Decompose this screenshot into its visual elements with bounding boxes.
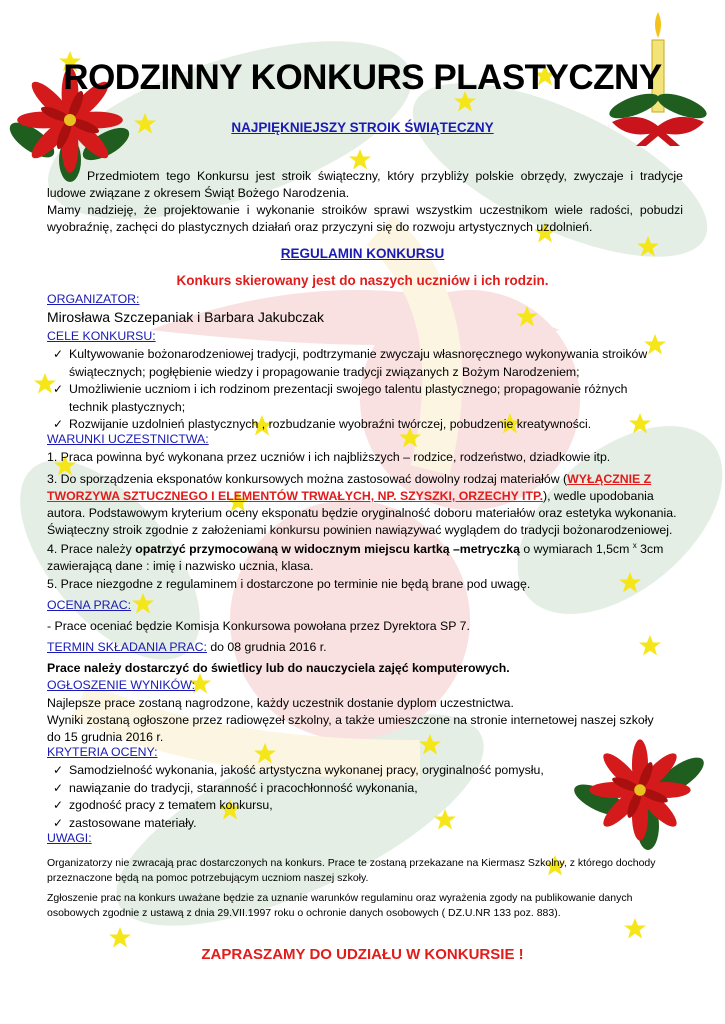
notes-paragraph-1: Organizatorzy nie zwracają prac dostarczonych na konkurs. Prace te zostaną przekazane na Kiermasz Szkolny, z którego dochody przeznaczone będą na pomoc potrzebującym uczniom naszej szkoły. (47, 857, 656, 884)
condition-3: 3. Do sporządzenia eksponatów konkursowych można zastosować dowolny rodzaj materiałów (WYŁĄCZNIE Z TWORZYWA SZTUCZNEGO I ELEMENTÓW TRWAŁYCH, NP. SZYSZKI, ORZECHY ITP.), wedle upodobania autora. Podstawowym kryterium oceny eksponatu będzie oryginalność doboru materiałów oraz estetyka wykonania. Świąteczny stroik zgodnie z założeniami konkursu powinien nawiązywać wyglądem do tradycji bożonarodzeniowej. (47, 472, 677, 537)
check-icon: ✓ (53, 780, 64, 795)
list-item: ✓ Umożliwienie uczniom i ich rodzinom prezentacji swojego talentu plastycznego; propagowanie różnych technik plastycznych; (53, 382, 628, 414)
closing-invitation: ZAPRASZAMY DO UDZIAŁU W KONKURSIE ! (201, 946, 524, 963)
check-icon: ✓ (53, 815, 64, 830)
notes-paragraph-2: Zgłoszenie prac na konkurs uważane będzie za uznanie warunków regulaminu oraz wyrażenia zgody na publikowanie danych osobowych zgodnie z ustawą z dnia 29.VII.1997 roku o ochronie danych osobowych ( DZ.U.NR 133 poz. 883). (47, 892, 633, 919)
deadline-date: do 08 grudnia 2016 r. (206, 640, 327, 654)
regulamin-heading: REGULAMIN KONKURSU (280, 246, 445, 261)
results-paragraph-1: Najlepsze prace zostaną nagrodzone, każdy uczestnik dostanie dyplom uczestnictwa. (47, 696, 514, 710)
results-paragraph-2: Wyniki zostaną ogłoszone przez radiowęzeł szkolny, a także umieszczone na stronie internetowej naszej szkoły do 15 grudnia 2016 r. (47, 713, 654, 744)
criteria-heading: KRYTERIA OCENY: (47, 745, 158, 759)
evaluation-text: - Prace oceniać będzie Komisja Konkursowa powołana przez Dyrektora SP 7. (47, 619, 470, 633)
deadline-heading: TERMIN SKŁADANIA PRAC: (47, 640, 207, 654)
list-item: ✓ Samodzielność wykonania, jakość artystyczna wykonanej pracy, oryginalność pomysłu, (47, 762, 607, 780)
intro-paragraph-1: Przedmiotem tego Konkursu jest stroik świąteczny, który przybliży polskie obrzędy, zwyczaje i tradycje ludowe związane z okresem Świąt Bożego Narodzenia. (47, 169, 683, 200)
check-icon: ✓ (53, 417, 64, 431)
criteria-list (47, 762, 607, 832)
intro-section (47, 168, 683, 236)
document-title: RODZINNY KONKURS PLASTYCZNY (63, 58, 662, 97)
check-icon: ✓ (53, 347, 64, 361)
intro-paragraph-2: Mamy nadzieję, że projektowanie i wykonanie stroików sprawi wszystkim uczestnikom wiele radości, pobudzi wyobraźnię, zachęci do plastycznych działań oraz przyczyni się do rozwoju artystycznych uzdolnień. (47, 203, 683, 234)
check-icon: ✓ (53, 382, 64, 396)
goals-heading: CELE KONKURSU: (47, 329, 156, 343)
materials-restriction: WYŁĄCZNIE Z TWORZYWA SZTUCZNEGO I ELEMENTÓW TRWAŁYCH, NP. SZYSZKI, ORZECHY ITP. (47, 472, 652, 503)
check-icon: ✓ (53, 798, 64, 812)
condition-5: 5. Prace niezgodne z regulaminem i dostarczone po terminie nie będą brane pod uwagę. (47, 577, 531, 591)
list-item: ✓ zastosowane materiały. (47, 815, 607, 833)
notes-heading: UWAGI: (47, 831, 92, 845)
document-subtitle: NAJPIĘKNIEJSZY STROIK ŚWIĄTECZNY (231, 120, 494, 135)
list-item: ✓ Rozwijanie uzdolnień plastycznych , rozbudzanie wyobraźni twórczej, pobudzenie kreatywności. (47, 416, 667, 434)
organizer-heading: ORGANIZATOR: (47, 292, 140, 306)
list-item: ✓ nawiązanie do tradycji, staranność i pracochłonność wykonania, (47, 780, 607, 798)
check-icon: ✓ (53, 763, 64, 777)
delivery-info: Prace należy dostarczyć do świetlicy lub do nauczyciela zajęć komputerowych. (47, 661, 510, 675)
list-item: ✓ Kultywowanie bożonarodzeniowej tradycji, podtrzymanie zwyczaju własnoręcznego wykonywania stroików świątecznych; pogłębienie wiedzy i propagowanie tradycji związanych z Bożym Narodzeniem; (53, 347, 648, 379)
evaluation-heading: OCENA PRAC: (47, 598, 132, 612)
goals-list (47, 346, 667, 434)
results-text (47, 695, 683, 746)
condition-1: 1. Praca powinna być wykonana przez uczniów i ich najbliższych – rodzice, rodzeństwo, dziadkowie itp. (47, 450, 611, 464)
organizer-names: Mirosława Szczepaniak i Barbara Jakubczak (47, 309, 325, 325)
conditions-heading: WARUNKI UCZESTNICTWA: (47, 432, 209, 446)
condition-4: 4. Prace należy opatrzyć przymocowaną w widocznym miejscu kartką –metryczką o wymiarach 1,5cm $^x$ 3cm zawierającą dane : imię i nazwisko ucznia, klasa. (47, 541, 664, 574)
deadline (47, 639, 683, 656)
target-audience: Konkurs skierowany jest do naszych uczniów i ich rodzin. (176, 273, 549, 288)
list-item: ✓ zgodność pracy z tematem konkursu, (47, 797, 607, 815)
results-heading: OGŁOSZENIE WYNIKÓW: (47, 678, 196, 692)
